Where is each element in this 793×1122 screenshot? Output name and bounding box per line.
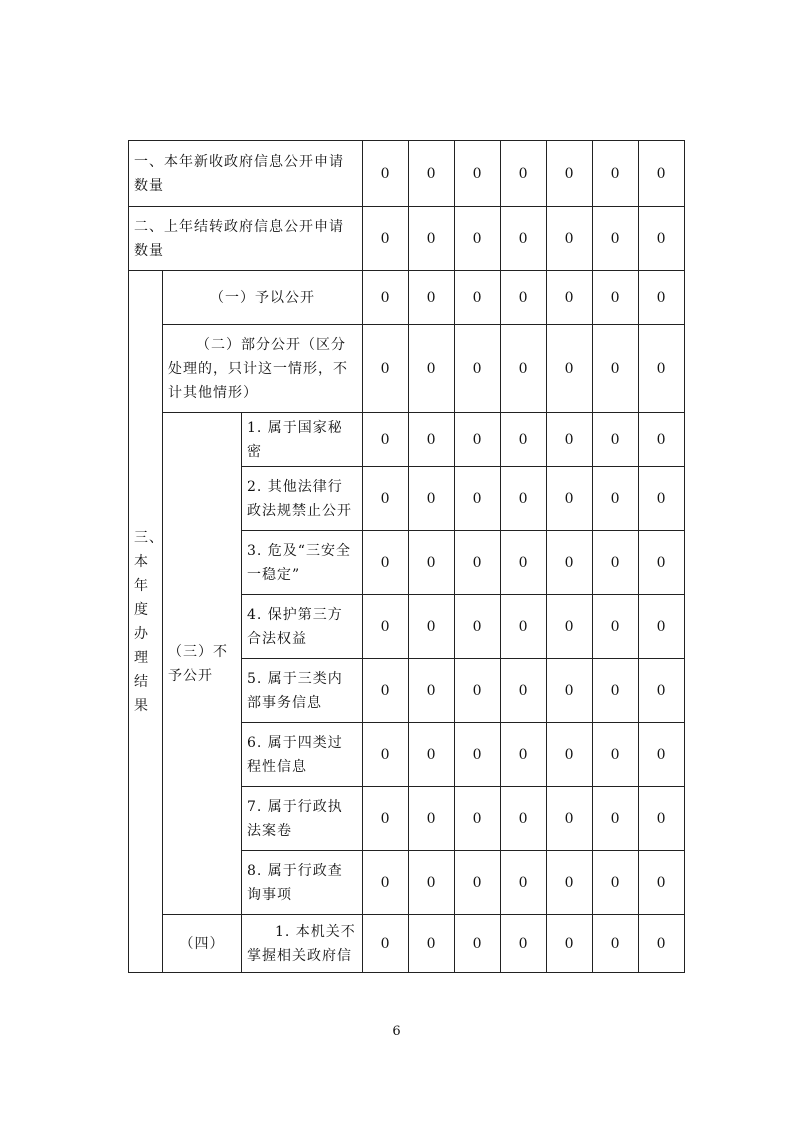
value-cell: 0 xyxy=(409,723,455,787)
value-cell: 0 xyxy=(455,467,501,531)
value-cell: 0 xyxy=(501,325,547,413)
value-cell: 0 xyxy=(501,915,547,973)
value-cell: 0 xyxy=(363,325,409,413)
value-cell: 0 xyxy=(455,595,501,659)
value-cell: 0 xyxy=(547,413,593,467)
row-label-enforce: 7. 属于行政执法案卷 xyxy=(242,787,363,851)
value-cell: 0 xyxy=(455,531,501,595)
value-cell: 0 xyxy=(363,467,409,531)
row-label-third: 4. 保护第三方合法权益 xyxy=(242,595,363,659)
row-label-secret: 1. 属于国家秘密 xyxy=(242,413,363,467)
value-cell: 0 xyxy=(455,851,501,915)
value-cell: 0 xyxy=(409,787,455,851)
value-cell: 0 xyxy=(455,141,501,207)
value-cell: 0 xyxy=(547,325,593,413)
value-cell: 0 xyxy=(363,141,409,207)
group-label-four: （四） xyxy=(163,915,242,973)
value-cell: 0 xyxy=(501,787,547,851)
value-cell: 0 xyxy=(455,271,501,325)
value-cell: 0 xyxy=(547,851,593,915)
table-row xyxy=(129,413,685,467)
value-cell: 0 xyxy=(547,915,593,973)
value-cell: 0 xyxy=(639,271,685,325)
value-cell: 0 xyxy=(639,325,685,413)
value-cell: 0 xyxy=(501,413,547,467)
value-cell: 0 xyxy=(363,659,409,723)
value-cell: 0 xyxy=(363,723,409,787)
value-cell: 0 xyxy=(547,467,593,531)
value-cell: 0 xyxy=(639,467,685,531)
value-cell: 0 xyxy=(639,531,685,595)
value-cell: 0 xyxy=(547,787,593,851)
value-cell: 0 xyxy=(501,467,547,531)
table-row xyxy=(129,207,685,271)
value-cell: 0 xyxy=(409,531,455,595)
row-label-stable: 3. 危及“三安全一稳定” xyxy=(242,531,363,595)
row-label-internal: 5. 属于三类内部事务信息 xyxy=(242,659,363,723)
value-cell: 0 xyxy=(409,325,455,413)
value-cell: 0 xyxy=(501,659,547,723)
value-cell: 0 xyxy=(639,413,685,467)
info-disclosure-table xyxy=(128,140,685,973)
value-cell: 0 xyxy=(593,271,639,325)
value-cell: 0 xyxy=(593,207,639,271)
value-cell: 0 xyxy=(501,851,547,915)
table-row xyxy=(129,271,685,325)
value-cell: 0 xyxy=(501,207,547,271)
value-cell: 0 xyxy=(593,851,639,915)
value-cell: 0 xyxy=(593,595,639,659)
value-cell: 0 xyxy=(547,595,593,659)
value-cell: 0 xyxy=(593,141,639,207)
value-cell: 0 xyxy=(409,207,455,271)
value-cell: 0 xyxy=(455,723,501,787)
value-cell: 0 xyxy=(409,467,455,531)
value-cell: 0 xyxy=(409,141,455,207)
value-cell: 0 xyxy=(455,787,501,851)
value-cell: 0 xyxy=(363,271,409,325)
value-cell: 0 xyxy=(639,723,685,787)
value-cell: 0 xyxy=(639,207,685,271)
value-cell: 0 xyxy=(501,271,547,325)
value-cell: 0 xyxy=(593,531,639,595)
value-cell: 0 xyxy=(639,141,685,207)
value-cell: 0 xyxy=(593,413,639,467)
row-label-new: 一、本年新收政府信息公开申请数量 xyxy=(129,141,363,207)
value-cell: 0 xyxy=(409,915,455,973)
value-cell: 0 xyxy=(593,723,639,787)
value-cell: 0 xyxy=(409,659,455,723)
value-cell: 0 xyxy=(455,659,501,723)
value-cell: 0 xyxy=(639,787,685,851)
row-label-process: 6. 属于四类过程性信息 xyxy=(242,723,363,787)
value-cell: 0 xyxy=(639,659,685,723)
value-cell: 0 xyxy=(363,915,409,973)
value-cell: 0 xyxy=(363,595,409,659)
value-cell: 0 xyxy=(501,531,547,595)
value-cell: 0 xyxy=(455,915,501,973)
value-cell: 0 xyxy=(409,851,455,915)
value-cell: 0 xyxy=(455,413,501,467)
group-label-section3: 三、本年度办理结果 xyxy=(129,271,163,973)
row-label-partial: （二）部分公开（区分处理的，只计这一情形，不计其他情形） xyxy=(163,325,363,413)
value-cell: 0 xyxy=(639,595,685,659)
value-cell: 0 xyxy=(501,723,547,787)
value-cell: 0 xyxy=(363,851,409,915)
row-label-public: （一）予以公开 xyxy=(163,271,363,325)
value-cell: 0 xyxy=(547,723,593,787)
value-cell: 0 xyxy=(547,659,593,723)
value-cell: 0 xyxy=(455,207,501,271)
row-label-nothold: 1. 本机关不掌握相关政府信 xyxy=(242,915,363,973)
value-cell: 0 xyxy=(363,413,409,467)
value-cell: 0 xyxy=(547,531,593,595)
value-cell: 0 xyxy=(363,531,409,595)
value-cell: 0 xyxy=(547,141,593,207)
row-label-carry: 二、上年结转政府信息公开申请数量 xyxy=(129,207,363,271)
value-cell: 0 xyxy=(409,271,455,325)
value-cell: 0 xyxy=(639,915,685,973)
value-cell: 0 xyxy=(593,915,639,973)
value-cell: 0 xyxy=(455,325,501,413)
value-cell: 0 xyxy=(639,851,685,915)
row-label-law: 2. 其他法律行政法规禁止公开 xyxy=(242,467,363,531)
value-cell: 0 xyxy=(547,207,593,271)
table-row xyxy=(129,325,685,413)
value-cell: 0 xyxy=(593,325,639,413)
value-cell: 0 xyxy=(363,207,409,271)
table-row xyxy=(129,915,685,973)
group-label-not-public: （三）不予公开 xyxy=(163,413,242,915)
value-cell: 0 xyxy=(501,595,547,659)
table-row xyxy=(129,141,685,207)
row-label-query: 8. 属于行政查询事项 xyxy=(242,851,363,915)
value-cell: 0 xyxy=(409,595,455,659)
value-cell: 0 xyxy=(409,413,455,467)
value-cell: 0 xyxy=(501,141,547,207)
value-cell: 0 xyxy=(593,659,639,723)
value-cell: 0 xyxy=(363,787,409,851)
value-cell: 0 xyxy=(593,467,639,531)
value-cell: 0 xyxy=(547,271,593,325)
page-number: 6 xyxy=(392,1024,401,1039)
value-cell: 0 xyxy=(593,787,639,851)
